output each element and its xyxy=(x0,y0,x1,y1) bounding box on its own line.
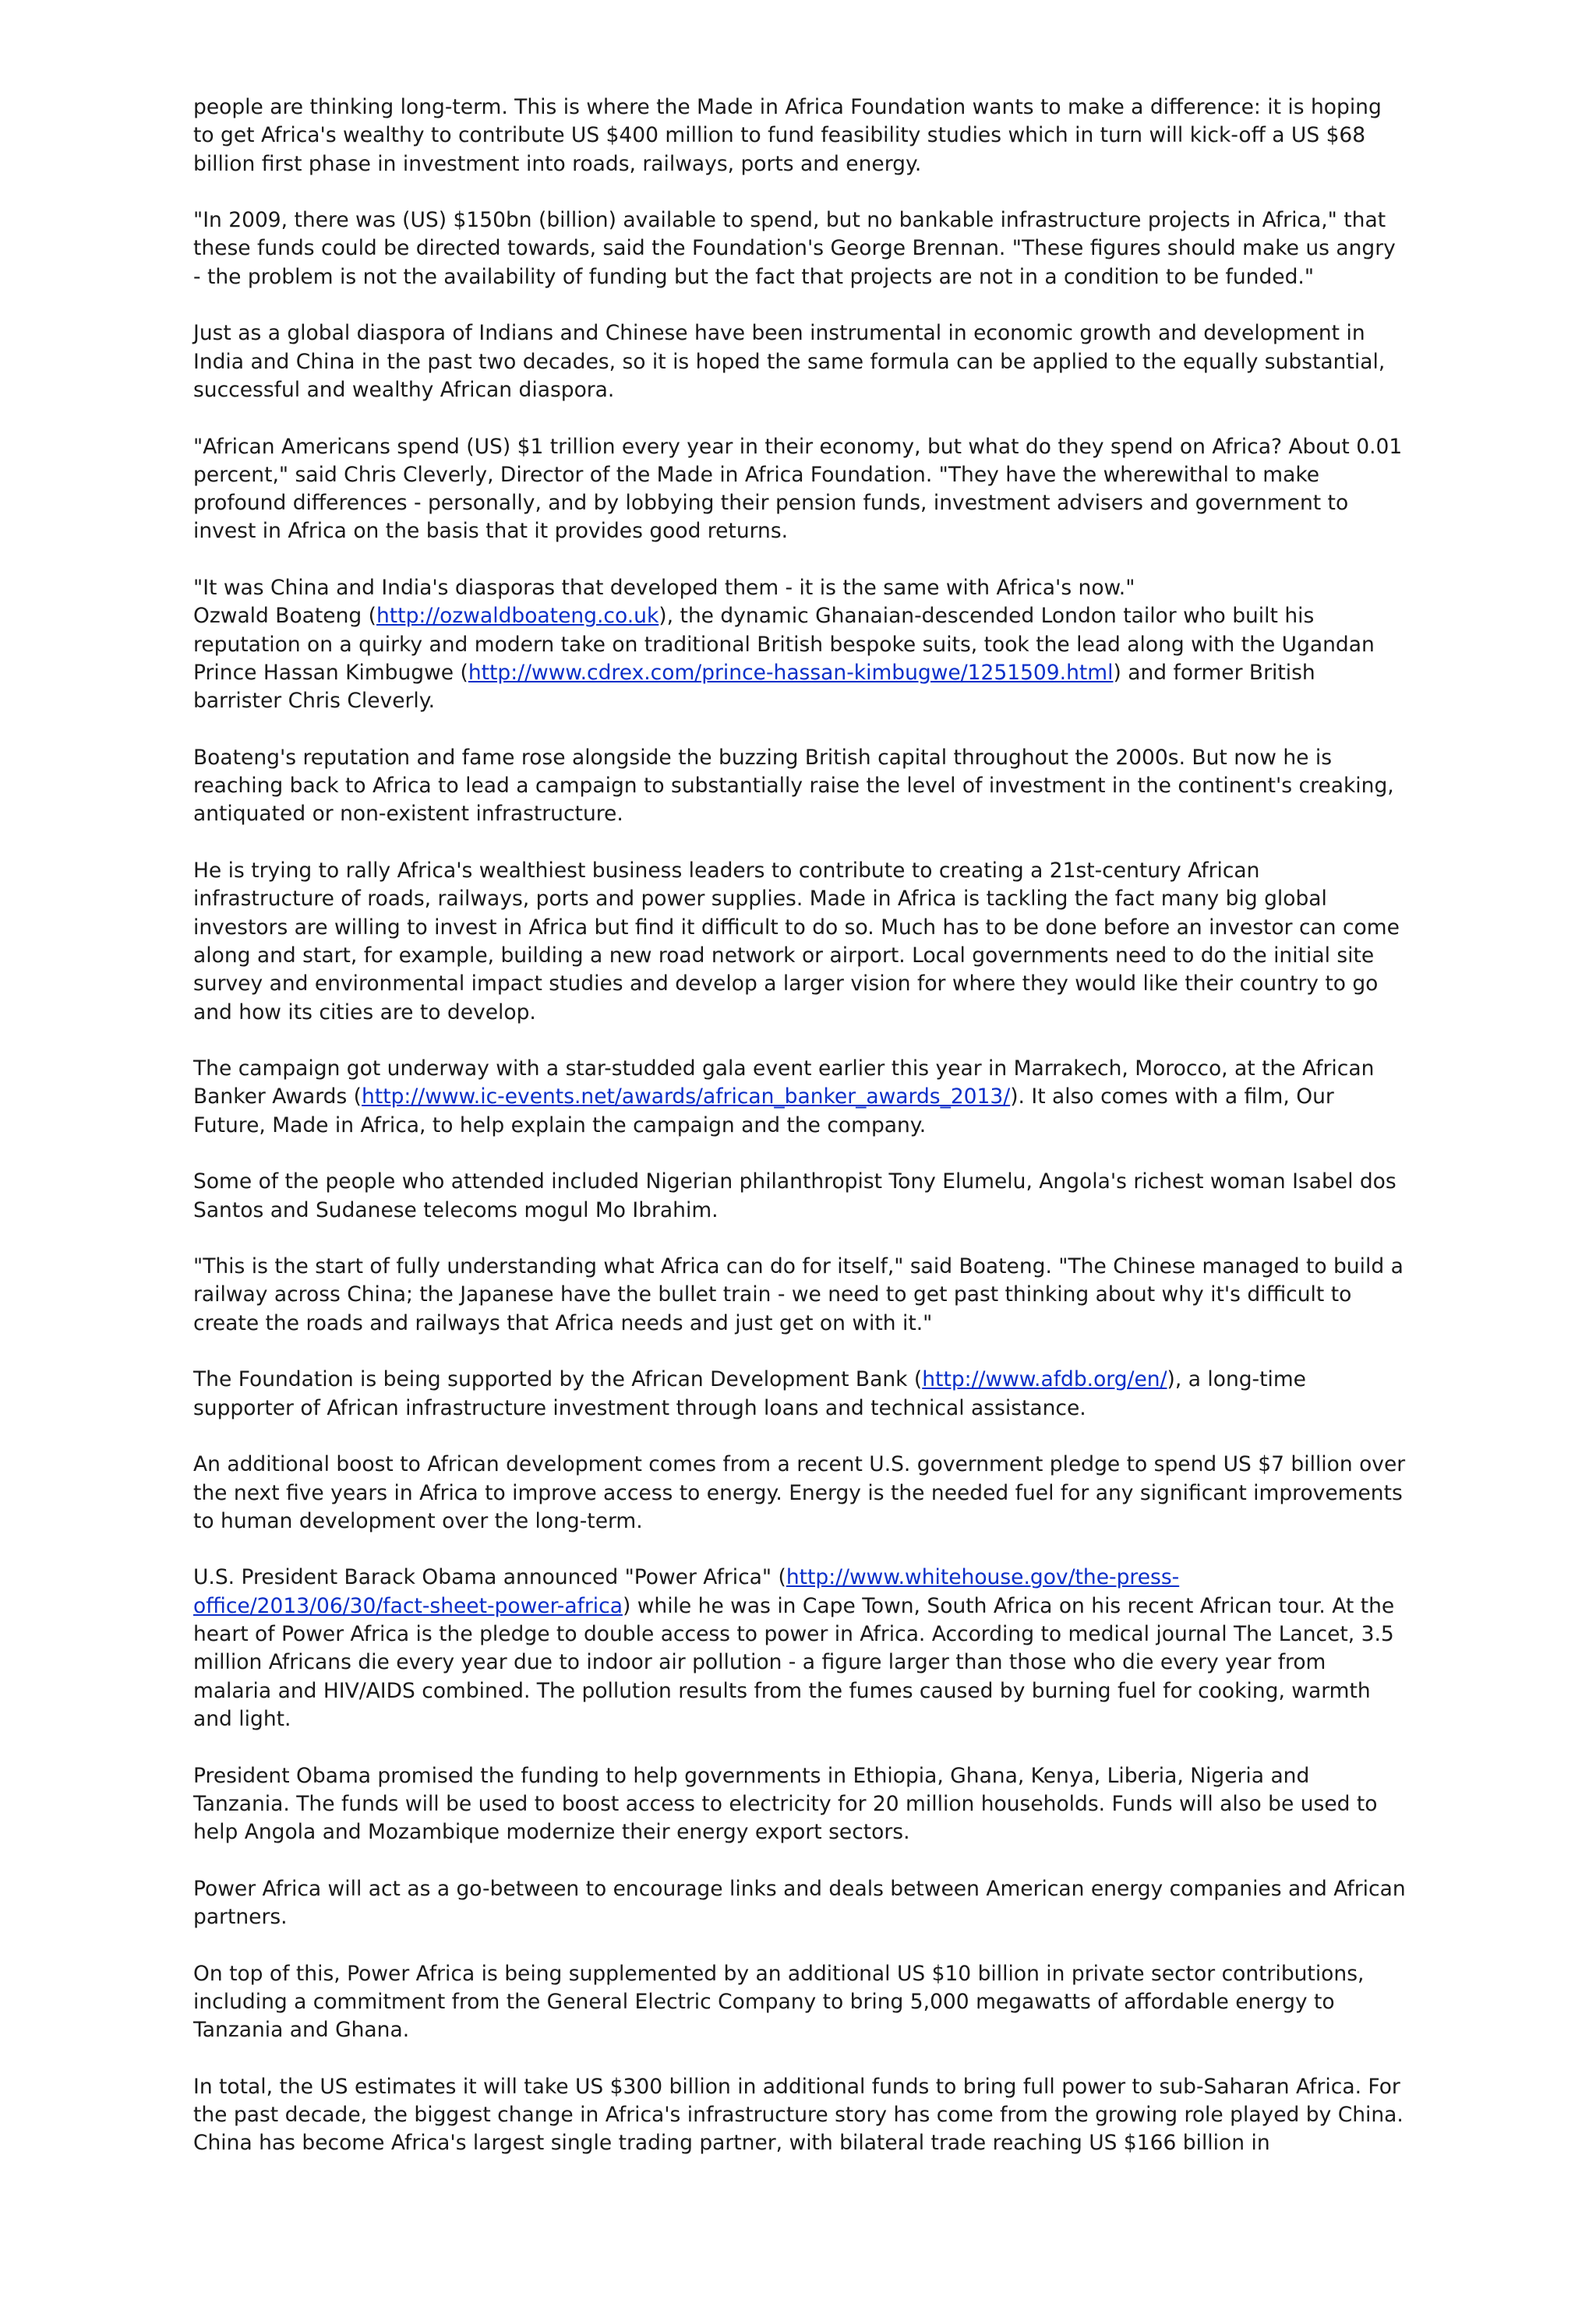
document-page xyxy=(193,93,1406,2186)
paragraph-boateng-quote: "This is the start of fully understanding what Africa can do for itself," said Boateng. "The Chinese managed to build a railway across China; the Japanese have the bullet train - we need to get past thinking about why it's difficult to create the roads and railways that Africa needs and just get on with it." xyxy=(193,1254,1404,1335)
link-ozwaldboateng[interactable]: http://ozwaldboateng.co.uk xyxy=(376,604,659,629)
paragraph-afdb-support xyxy=(193,1366,1406,1423)
paragraph-brennan-quote: "In 2009, there was (US) $150bn (billion) available to spend, but no bankable infrastructure projects in Africa," that these funds could be directed towards, said the Foundation's George Brennan. "These figures should make us angry - the problem is not the availability of funding but the fact that projects are not in a condition to be funded." xyxy=(193,208,1396,289)
link-afdb[interactable]: http://www.afdb.org/en/ xyxy=(922,1367,1167,1392)
power-africa-text-b: ) while he was in Cape Town, South Africa on his recent African tour. At the heart of Power Africa is the pledge to double access to power in Africa. According to medical journal The Lancet, 3.5 million Africans die every year due to indoor air pollution - a figure larger than those who die every year from malaria and HIV/AIDS combined. The pollution results from the fumes caused by burning fuel for cooking, warmth and light. xyxy=(193,1593,1395,1731)
paragraph-attendees: Some of the people who attended included Nigerian philanthropist Tony Elumelu, Angola's richest woman Isabel dos Santos and Sudanese telecoms mogul Mo Ibrahim. xyxy=(193,1169,1396,1222)
china-india-quote: "It was China and India's diasporas that developed them - it is the same with Africa's now." xyxy=(193,576,1135,601)
campaign-text-a: The campaign got underway with a star-studded gala event earlier this year in Marrakech, Morocco, at the African Banker Awards ( xyxy=(193,1056,1375,1109)
boateng-text-a: Ozwald Boateng ( xyxy=(193,604,376,629)
paragraph-us-estimate-china: In total, the US estimates it will take US $300 billion in additional funds to bring full power to sub-Saharan Africa. For the past decade, the biggest change in Africa's infrastructure story has come from the growing role played by China. China has become Africa's largest single trading partner, with bilateral trade reaching US $166 billion in xyxy=(193,2074,1404,2156)
paragraph-us-pledge: An additional boost to African development comes from a recent U.S. government pledge to spend US $7 billion over the next five years in Africa to improve access to energy. Energy is the needed fuel for any significant improvements to human development over the long-term. xyxy=(193,1452,1406,1533)
link-whitehouse-power-africa[interactable]: http://www.whitehouse.gov/the-press-office/2013/06/30/fact-sheet-power-africa xyxy=(193,1565,1180,1618)
paragraph-power-africa xyxy=(193,1564,1406,1733)
paragraph-go-between: Power Africa will act as a go-between to encourage links and deals between American energy companies and African partners. xyxy=(193,1876,1406,1929)
paragraph-obama-funding: President Obama promised the funding to help governments in Ethiopia, Ghana, Kenya, Liberia, Nigeria and Tanzania. The funds will be used to boost access to electricity for 20 million households. Funds will also be used to help Angola and Mozambique modernize their energy export sectors. xyxy=(193,1763,1378,1845)
boateng-text-b: ), the dynamic Ghanaian-descended London tailor who built his reputation on a quirky and modern take on traditional British bespoke suits, took the lead along with the Ugandan Prince Hassan Kimbugwe ( xyxy=(193,604,1375,685)
paragraph-private-sector: On top of this, Power Africa is being supplemented by an additional US $10 billion in private sector contributions, including a commitment from the General Electric Company to bring 5,000 megawatts of affordable energy to Tanzania and Ghana. xyxy=(193,1961,1365,2043)
paragraph-rally-leaders: He is trying to rally Africa's wealthiest business leaders to contribute to creating a 21st-century African infrastructure of roads, railways, ports and power supplies. Made in Africa is tackling the fact many big global investors are willing to invest in Africa but find it difficult to do so. Much has to be done before an investor can come along and start, for example, building a new road network or airport. Local governments need to do the initial site survey and environmental impact studies and develop a larger vision for where they would like their country to go and how its cities are to develop. xyxy=(193,859,1400,1024)
boateng-text-c: ) and former British barrister Chris Cleverly. xyxy=(193,660,1315,714)
paragraph-cleverly-quote: "African Americans spend (US) $1 trillion every year in their economy, but what do they spend on Africa? About 0.01 percent," said Chris Cleverly, Director of the Made in Africa Foundation. "They have the wherewithal to make profound differences - personally, and by lobbying their pension funds, investment advisers and government to invest in Africa on the basis that it provides good returns. xyxy=(193,434,1403,544)
paragraph-boateng-reputation: Boateng's reputation and fame rose alongside the buzzing British capital throughout the 2000s. But now he is reaching back to Africa to lead a campaign to substantially raise the level of investment in the continent's creaking, antiquated or non-existent infrastructure. xyxy=(193,745,1394,827)
paragraph-made-in-africa-foundation: people are thinking long-term. This is where the Made in Africa Foundation wants to make a difference: it is hoping to get Africa's wealthy to contribute US $400 million to fund feasibility studies which in turn will kick-off a US $68 billion first phase in investment into roads, railways, ports and energy. xyxy=(193,95,1382,176)
paragraph-boateng-intro xyxy=(193,574,1406,715)
afdb-text-b: ), a long-time supporter of African infrastructure investment through loans and technical assistance. xyxy=(193,1367,1306,1420)
paragraph-campaign-gala xyxy=(193,1055,1406,1140)
link-african-banker-awards[interactable]: http://www.ic-events.net/awards/african_banker_awards_2013/ xyxy=(362,1084,1011,1109)
link-cdrex-kimbugwe[interactable]: http://www.cdrex.com/prince-hassan-kimbugwe/1251509.html xyxy=(468,660,1114,685)
power-africa-text-a: U.S. President Barack Obama announced "Power Africa" ( xyxy=(193,1565,786,1590)
paragraph-diaspora: Just as a global diaspora of Indians and Chinese have been instrumental in economic growth and development in India and China in the past two decades, so it is hoped the same formula can be applied to the equally substantial, successful and wealthy African diaspora. xyxy=(193,321,1386,402)
afdb-text-a: The Foundation is being supported by the African Development Bank ( xyxy=(193,1367,923,1392)
campaign-text-b: ). It also comes with a film, Our Future, Made in Africa, to help explain the campaign and the company. xyxy=(193,1084,1334,1137)
